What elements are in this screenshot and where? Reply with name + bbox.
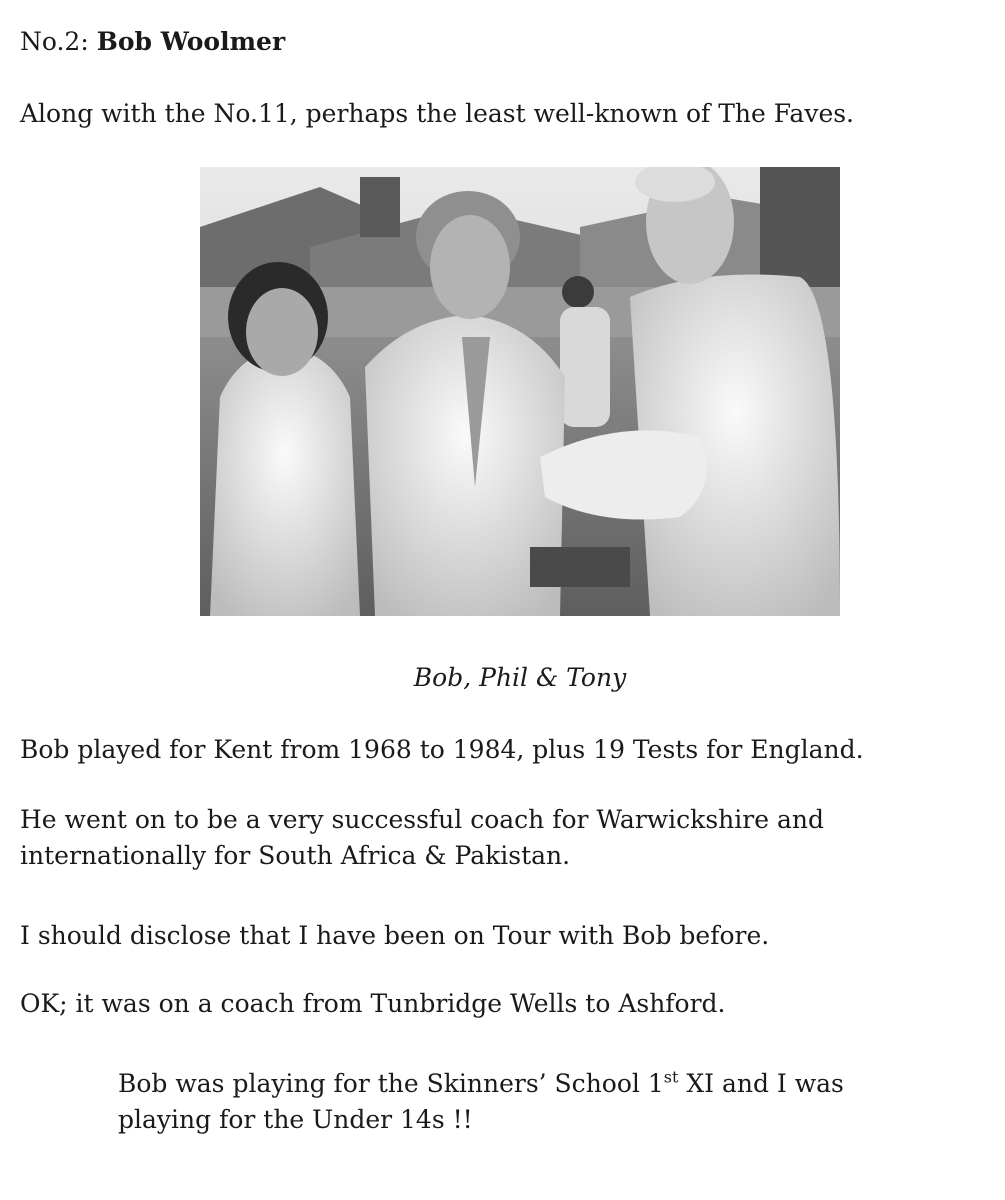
team-photo [200,167,840,616]
heading-name: Bob Woolmer [96,27,286,56]
paragraph-career: Bob played for Kent from 1968 to 1984, plus 19 Tests for England. [20,735,864,764]
article-heading [20,24,285,60]
indented-anecdote [118,1066,844,1138]
photo-caption: Bob, Phil & Tony [413,663,627,692]
paragraph-coaching-line1: He went on to be a very successful coach for Warwickshire and [20,805,824,834]
paragraph-coaching [20,802,824,874]
anecdote-line1-start: Bob was playing for the Skinners’ School 1 [118,1069,664,1098]
heading-number: No.2: [20,27,89,56]
paragraph-coaching-line2: internationally for South Africa & Pakistan. [20,841,571,870]
anecdote-line2: playing for the Under 14s !! [118,1105,473,1134]
intro-paragraph: Along with the No.11, perhaps the least well-known of The Faves. [20,99,855,128]
ordinal-suffix: st [663,1067,679,1087]
paragraph-disclose: I should disclose that I have been on Tour with Bob before. [20,921,770,950]
paragraph-coach-trip: OK; it was on a coach from Tunbridge Wells to Ashford. [20,989,726,1018]
anecdote-line1-end: XI and I was [678,1069,844,1098]
